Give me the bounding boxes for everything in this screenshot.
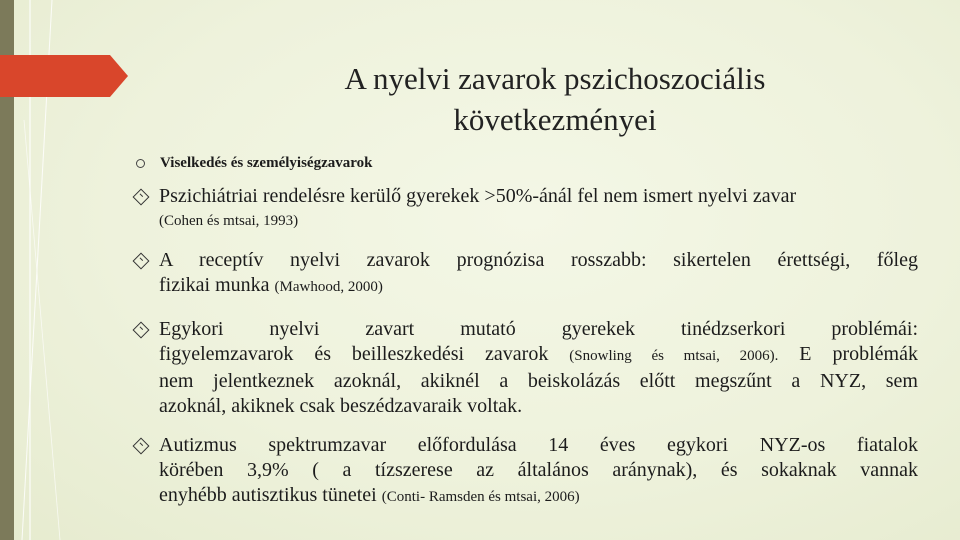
bullet-item-2	[132, 248, 918, 300]
item-2-line-2: fizikai munka	[159, 274, 275, 296]
bullet-item-1	[132, 184, 918, 234]
item-3-line-3: nem jelentkeznek azoknál, akiknél a beiskolázás előtt megszűnt a NYZ, sem	[159, 370, 918, 392]
item-4-line-2: körében 3,9% ( a tízszerese az általános aránynak), és sokaknak vannak	[159, 459, 918, 481]
diamond-bullet-icon	[133, 253, 150, 270]
item-1-line-1: Pszichiátriai rendelésre kerülő gyerekek >50%-ánál fel nem ismert nyelvi zavar	[159, 185, 797, 207]
item-3-line-4: azoknál, akiknek csak beszédzavaraik voltak.	[159, 395, 523, 417]
diamond-bullet-icon	[133, 322, 150, 339]
item-3-line-2a: figyelemzavarok és beilleszkedési zavarok	[159, 343, 570, 365]
item-2-line-1: A receptív nyelvi zavarok prognózisa rosszabb: sikertelen érettségi, főleg	[159, 249, 918, 271]
diamond-bullet-icon	[133, 189, 150, 206]
subheading-text: Viselkedés és személyiségzavarok	[160, 155, 373, 171]
item-2-reference: (Mawhood, 2000)	[274, 279, 383, 295]
item-3-line-1: Egykori nyelvi zavart mutató gyerekek tinédzserkori problémái:	[159, 318, 918, 340]
title-line-1: A nyelvi zavarok pszichoszociális	[344, 61, 766, 96]
item-1-reference: (Cohen és mtsai, 1993)	[159, 213, 299, 229]
diamond-bullet-icon	[133, 438, 150, 455]
subheading	[132, 150, 918, 176]
bullet-item-4	[132, 433, 918, 510]
item-3-reference: (Snowling és mtsai, 2006).	[569, 348, 779, 364]
item-4-reference: (Conti- Ramsden és mtsai, 2006)	[381, 489, 580, 505]
bullet-item-3	[132, 317, 918, 419]
title-line-2: következményei	[453, 102, 657, 137]
circle-bullet-icon	[136, 159, 145, 168]
slide-content	[132, 150, 918, 510]
item-4-line-3: enyhébb autisztikus tünetei	[159, 484, 382, 506]
item-4-line-1: Autizmus spektrumzavar előfordulása 14 éves egykori NYZ-os fiatalok	[159, 434, 918, 456]
slide-title	[290, 58, 820, 140]
red-title-tab	[0, 55, 128, 97]
item-3-line-2b: E problémák	[778, 343, 918, 365]
